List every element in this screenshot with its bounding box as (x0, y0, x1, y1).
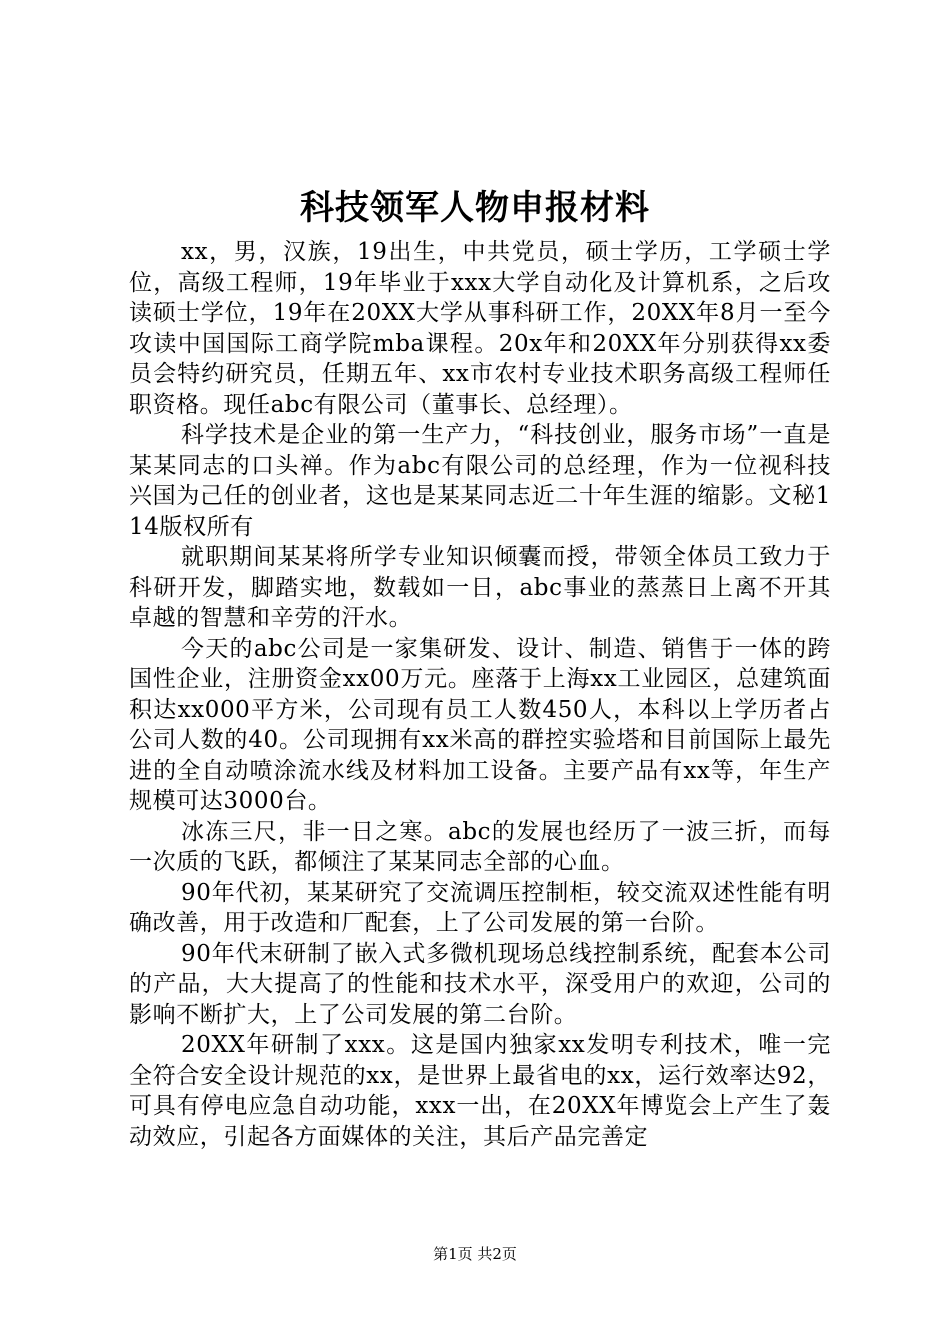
paragraph-philosophy: 科学技术是企业的第一生产力，“科技创业，服务市场”一直是某某同志的口头禅。作为abc有限公司的总经理，作为一位视科技兴国为己任的创业者，这也是某某同志近二十年生涯的缩影。文秘114版权所有 (129, 422, 831, 540)
paragraph-stage-two: 90年代末研制了嵌入式多微机现场总线控制系统，配套本公司的产品，大大提高了的性能和技术水平，深受用户的欢迎，公司的影响不断扩大，上了公司发展的第二台阶。 (129, 940, 831, 1028)
paragraph-profile: xx，男，汉族，19出生，中共党员，硕士学历，工学硕士学位，高级工程师，19年毕业于xxx大学自动化及计算机系，之后攻读硕士学位，19年在20XX大学从事科研工作，20XX年8月一至今攻读中国国际工商学院mba课程。20x年和20XX年分别获得xx委员会特约研究员，任期五年、xx市农村专业技术职务高级工程师任职资格。现任abc有限公司（董事长、总经理）。 (129, 239, 831, 418)
paragraph-development: 冰冻三尺，非一日之寒。abc的发展也经历了一波三折，而每一次质的飞跃，都倾注了某某同志全部的心血。 (129, 818, 831, 875)
page-footer: 第1页 共2页 (433, 1245, 517, 1263)
paragraph-stage-three: 20XX年研制了xxx。这是国内独家xx发明专利技术，唯一完全符合安全设计规范的xx，是世界上最省电的xx，运行效率达92，可具有停电应急自动功能，xxx一出，在20XX年博览会上产生了轰动效应，引起各方面媒体的关注，其后产品完善定 (129, 1032, 831, 1150)
paragraph-company: 今天的abc公司是一家集研发、设计、制造、销售于一体的跨国性企业，注册资金xx00万元。座落于上海xx工业园区，总建筑面积达xx000平方米，公司现有员工人数450人，本科以上学历者占公司人数的40。公司现拥有xx米高的群控实验塔和目前国际上最先进的全自动喷涂流水线及材料加工设备。主要产品有xx等，年生产规模可达3000台。 (129, 635, 831, 814)
document-title: 科技领军人物申报材料 (300, 188, 650, 228)
document-body (129, 237, 831, 1152)
paragraph-stage-one: 90年代初，某某研究了交流调压控制柜，较交流双述性能有明确改善，用于改造和厂配套，上了公司发展的第一台阶。 (129, 879, 831, 936)
paragraph-leadership: 就职期间某某将所学专业知识倾囊而授，带领全体员工致力于科研开发，脚踏实地，数载如一日，abc事业的蒸蒸日上离不开其卓越的智慧和辛劳的汗水。 (129, 544, 831, 631)
